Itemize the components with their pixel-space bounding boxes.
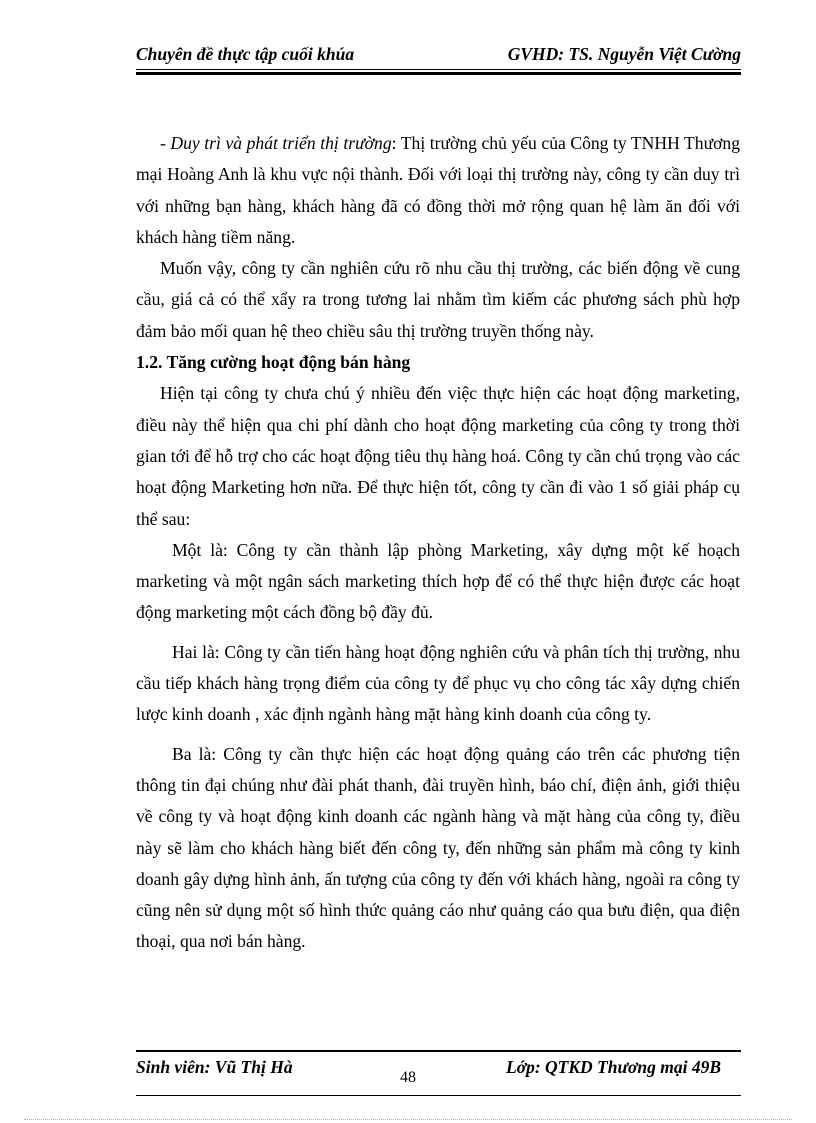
header-supervisor: GVHD: TS. Nguyễn Việt Cường — [507, 44, 741, 64]
header-course-title: Chuyên đề thực tập cuối khúa — [136, 44, 355, 64]
paragraph-text: : Thị trường chủ yếu của Công ty TNHH Thương mại Hoàng Anh là khu vực nội thành. Đối với loại thị trường này, công ty cần duy trì với những bạn hàng, khách hàng đã có đồng thời mở rộng quan hệ làm ăn đối với khách hàng tiềm năng. — [136, 133, 741, 247]
paragraph-sales-intro: Hiện tại công ty chưa chú ý nhiều đến việc thực hiện các hoạt động marketing, điều này thể hiện qua chi phí dành cho hoạt động marketing của công ty trong thời gian tới để hỗ trợ cho các hoạt động tiêu thụ hàng hoá. Công ty cần chú trọng vào các hoạt động Marketing hơn nữa. Để thực hiện tốt, công ty cần đi vào 1 số giải pháp cụ thể sau: — [136, 383, 740, 529]
header-rule-thin — [136, 69, 741, 70]
paragraph-lead: - — [160, 133, 171, 153]
paragraph-research: Muốn vậy, công ty cần nghiên cứu rõ nhu cầu thị trường, các biến động về cung cầu, giá cả có thể xẩy ra trong tương lai nhằm tìm kiếm các phương sách phù hợp đảm bảo mối quan hệ theo chiều sâu thị trường truyền thống này. — [136, 258, 740, 341]
page-header — [136, 44, 741, 70]
footer-student: Sinh viên: Vũ Thị Hà — [136, 1057, 293, 1077]
paragraph-solution-two: Hai là: Công ty cần tiến hàng hoạt động nghiên cứu và phân tích thị trường, nhu cầu tiếp khách hàng trọng điểm của công ty để phục vụ cho công tác xây dựng chiến lược kinh doanh , xác định ngành hàng mặt hàng kinh doanh của công ty. — [136, 641, 740, 725]
section-heading: 1.2. Tăng cường hoạt động bán hàng — [136, 352, 411, 373]
footer-rule-thick — [136, 1050, 741, 1052]
header-rule-thick — [136, 72, 741, 75]
paragraph-market-maintenance — [136, 128, 740, 253]
paragraph-italic-term: Duy trì và phát triển thị trường — [170, 133, 392, 153]
page-number: 48 — [400, 1069, 416, 1086]
footer-rule-thin — [136, 1095, 741, 1096]
page-body — [136, 128, 740, 958]
page-break-dotted-line — [24, 1119, 792, 1120]
paragraph-solution-one: Một là: Công ty cần thành lập phòng Marketing, xây dựng một kế hoạch marketing và một ngân sách marketing thích hợp để có thể thực hiện được các hoạt động marketing một cách đồng bộ đầy đủ. — [136, 539, 740, 623]
footer-class: Lớp: QTKD Thương mại 49B — [506, 1057, 721, 1077]
paragraph-solution-three: Ba là: Công ty cần thực hiện các hoạt động quảng cáo trên các phương tiện thông tin đại chúng như đài phát thanh, đài truyền hình, báo chí, điện ảnh, giới thiệu về công ty và hoạt động kinh doanh các ngành hàng và mặt hàng của công ty, điều này sẽ làm cho khách hàng biết đến công ty, đến những sản phẩm mà công ty kinh doanh gây dựng hình ảnh, ấn tượng của công ty đến với khách hàng, ngoài ra công ty cũng nên sử dụng một số hình thức quảng cáo như quảng cáo qua bưu điện, qua điện thoại, qua nơi bán hàng. — [136, 743, 740, 952]
